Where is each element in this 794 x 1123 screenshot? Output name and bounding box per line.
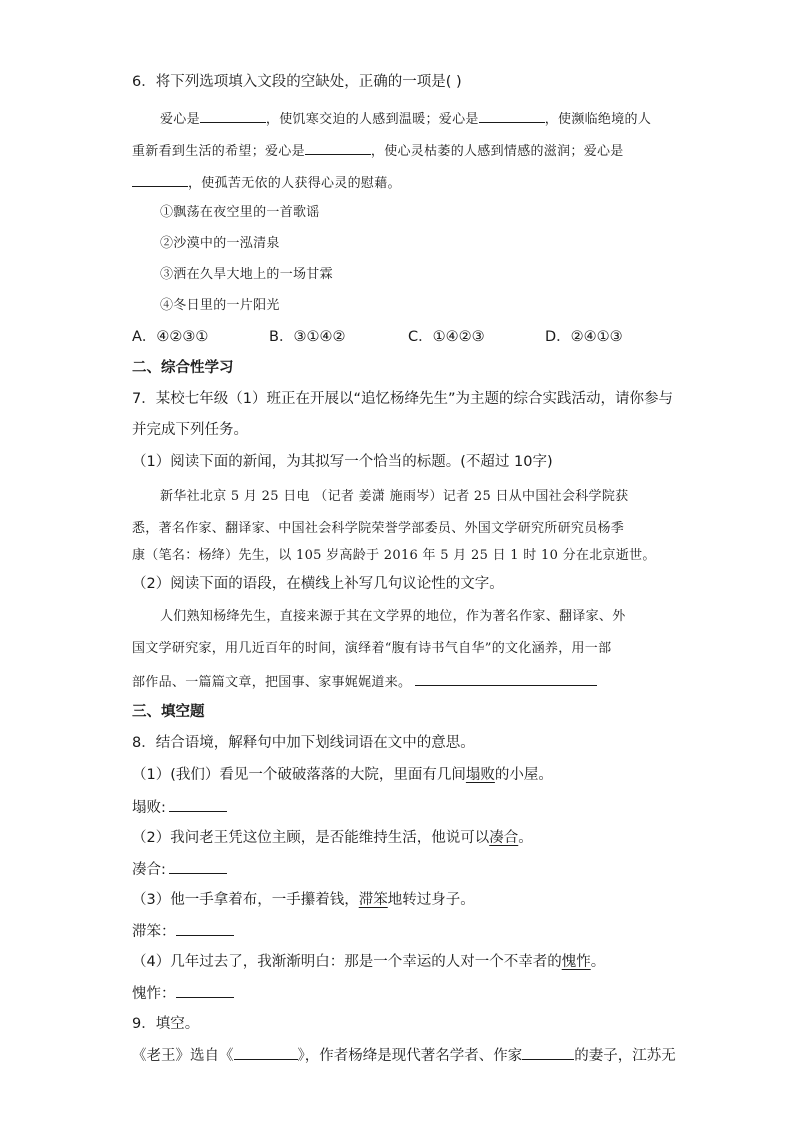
q6-item-3: ③洒在久旱大地上的一场甘霖: [160, 267, 333, 282]
q8-answer-1: 塌败:: [132, 797, 227, 818]
q6-passage-line-3: ，使孤苦无依的人获得心灵的慰藉。: [132, 172, 401, 194]
q7-stem-line-1: 7．某校七年级（1）班正在开展以“追忆杨绛先生”为主题的综合实践活动，请你参与: [132, 391, 673, 407]
q8-word-2: 凑合: [489, 830, 519, 846]
q8-answer-2: 凑合:: [132, 859, 227, 880]
q6-option-b[interactable]: B．③①④②: [269, 329, 346, 345]
q8-word-1: 塌败: [465, 767, 495, 783]
q6-passage-line-1: 爱心是 ，使饥寒交迫的人感到温暖；爱心是 ，使濒临绝境的人: [160, 108, 651, 130]
q6-blank-3[interactable]: [305, 140, 371, 155]
q7-sub-2: （2）阅读下面的语段，在横线上补写几句议论性的文字。: [132, 576, 504, 592]
q8-answer-3: 滞笨：: [132, 921, 234, 942]
q8-sentence-2: （2）我问老王凭这位主顾，是否能维持生活，他说可以凑合。: [132, 830, 533, 846]
q6-blank-2[interactable]: [479, 108, 545, 123]
q8-word-3: 滞笨: [358, 892, 388, 908]
q7-news-line-1: 新华社北京 5 月 25 日电 （记者 姜潇 施雨岑）记者 25 日从中国社会科学院获: [160, 489, 629, 504]
q7-answer-blank[interactable]: [415, 671, 597, 686]
q8-blank-4[interactable]: [176, 983, 234, 998]
q7-para-line-3: 部作品、一篇篇文章，把国事、家事娓娓道来。: [132, 671, 597, 693]
q6-option-d[interactable]: D．②④①③: [545, 329, 623, 345]
q9-stem: 9．填空。: [132, 1016, 200, 1032]
q7-stem-line-2: 并完成下列任务。: [132, 422, 248, 438]
q7-news-line-2: 悉，著名作家、翻译家、中国社会科学院荣誉学部委员、外国文学研究所研究员杨季: [132, 521, 625, 536]
q6-item-4: ④冬日里的一片阳光: [160, 298, 280, 313]
q6-blank-4[interactable]: [132, 172, 188, 187]
q8-sentence-4: （4）几年过去了，我渐渐明白：那是一个幸运的人对一个不幸者的愧怍。: [132, 954, 606, 970]
q6-item-1: ①飘荡在夜空里的一首歌谣: [160, 205, 320, 220]
q6-passage-line-2: 重新看到生活的希望；爱心是 ，使心灵枯萎的人感到情感的滋润；爱心是: [132, 140, 624, 162]
q7-para-line-2: 国文学研究家，用几近百年的时间，演绎着“腹有诗书气自华”的文化涵养，用一部: [132, 641, 612, 656]
q8-answer-4: 愧怍：: [132, 983, 234, 1004]
q7-news-line-3: 康（笔名：杨绛）先生，以 105 岁高龄于 2016 年 5 月 25 日 1 时 10 分在北京逝世。: [132, 548, 656, 563]
q8-blank-1[interactable]: [169, 797, 227, 812]
q9-blank-2[interactable]: [522, 1045, 574, 1060]
q7-sub-1: （1）阅读下面的新闻，为其拟写一个恰当的标题。(不超过 10字): [132, 454, 553, 470]
q6-stem: 6．将下列选项填入文段的空缺处，正确的一项是( ): [132, 74, 462, 90]
q8-blank-2[interactable]: [169, 859, 227, 874]
q8-sentence-3: （3）他一手拿着布，一手攥着钱，滞笨地转过身子。: [132, 892, 475, 908]
q9-line-1: 《老王》选自《 》，作者杨绛是现代著名学者、作家 的妻子，江苏无: [132, 1045, 676, 1066]
q9-blank-1[interactable]: [234, 1045, 298, 1060]
q6-option-c[interactable]: C．①④②③: [408, 329, 485, 345]
q6-item-2: ②沙漠中的一泓清泉: [160, 236, 280, 251]
q8-blank-3[interactable]: [176, 921, 234, 936]
q7-para-line-1: 人们熟知杨绛先生，直接来源于其在文学界的地位，作为著名作家、翻译家、外: [160, 609, 626, 624]
section-3-title: 三、填空题: [132, 704, 205, 720]
q8-word-4: 愧怍: [561, 954, 591, 970]
q8-sentence-1: （1）(我们）看见一个破破落落的大院，里面有几间塌败的小屋。: [132, 767, 553, 783]
q6-blank-1[interactable]: [200, 108, 266, 123]
section-2-title: 二、综合性学习: [132, 360, 234, 376]
q8-stem: 8．结合语境，解释句中加下划线词语在文中的意思。: [132, 735, 475, 751]
q6-option-a[interactable]: A．④②③①: [132, 329, 209, 345]
